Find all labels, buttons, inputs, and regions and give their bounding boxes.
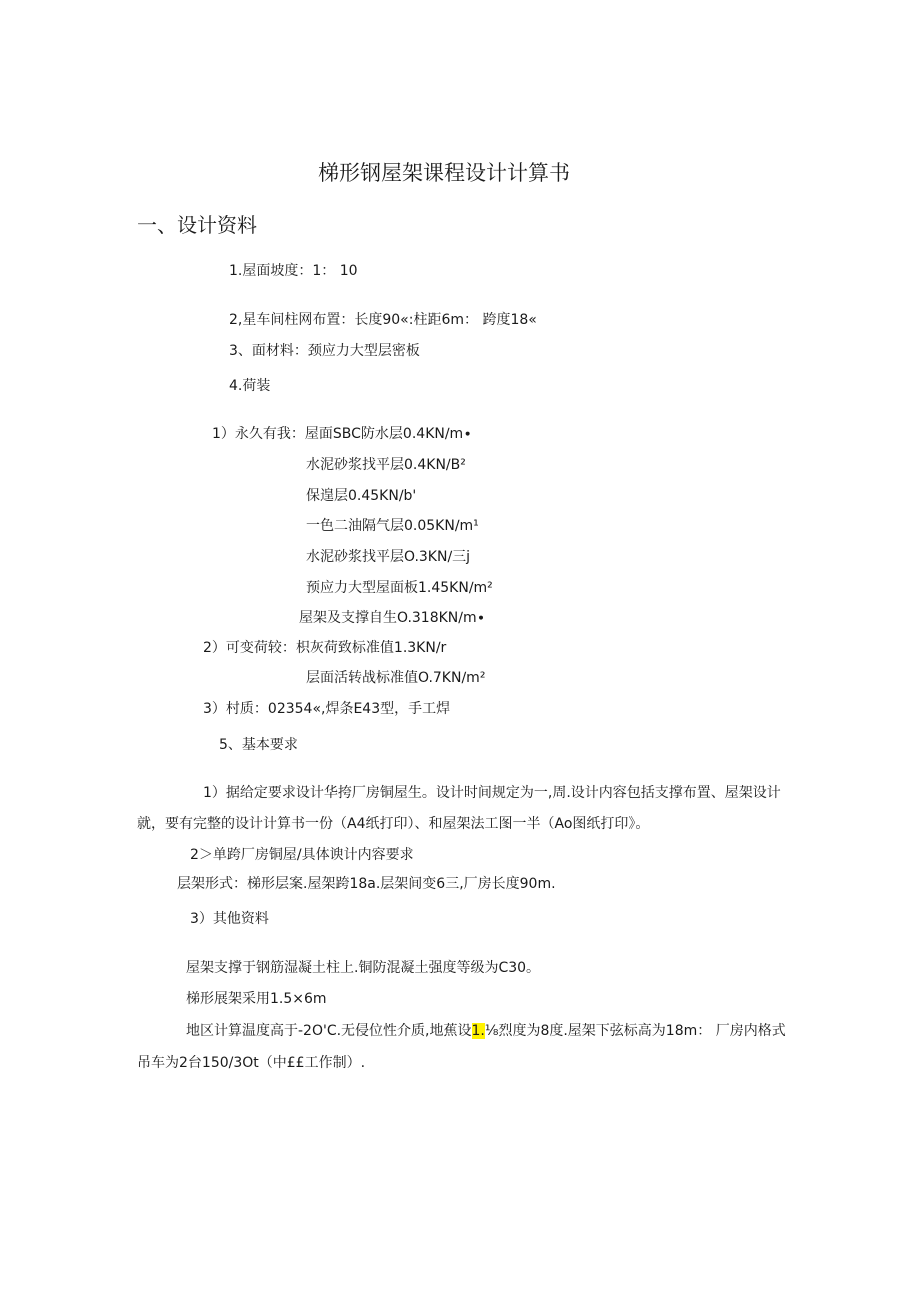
- requirement-2-text: 层架形式：梯形层案.屋架跨18a.层架间变6三,厂房长度90m.: [177, 876, 556, 892]
- item-loads-heading: 4.荷装: [229, 378, 271, 394]
- item-column-grid: 2,星车间柱网布置：长度90«:柱距6m： 跨度18«: [229, 312, 537, 328]
- item-roof-material: 3、面材料：颈应力大型层密板: [229, 343, 420, 359]
- other-data-line-4: 吊车为2台150/3Ot（中££工作制）.: [137, 1055, 366, 1071]
- permanent-load-line: 一色二油隔气层0.05KN∕m¹: [306, 518, 479, 534]
- permanent-load-line: 水泥砂浆找平层O.3KN∕三j: [306, 549, 471, 565]
- basic-requirements-heading: 5、基本要求: [219, 737, 298, 753]
- permanent-load-line: 预应力大型屋面板1.45KN∕m²: [306, 580, 493, 596]
- section-heading-design-data: 一、设计资料: [137, 213, 257, 237]
- permanent-load-label: 1）永久有我：屋面SBC防水层0.4KN∕m∙: [212, 426, 472, 442]
- other-data-line-3-text-end: ⅛烈度为8度.屋架下弦标高为18m： 厂房内格式: [484, 1023, 786, 1039]
- other-data-line-3-text: 地区计算温度高于-2O'C.无侵位性介质,地蕉设: [186, 1023, 472, 1039]
- permanent-load-line: 保遑层0.45KN∕b': [306, 488, 417, 504]
- item-roof-slope: 1.屋面坡度：1： 10: [229, 263, 358, 279]
- permanent-load-line: 屋架及支撑自生O.318KN∕m∙: [299, 610, 486, 626]
- other-data-line-1: 屋架支撑于钢筋湿凝土柱上.铜防混凝土强度等级为C30。: [186, 960, 541, 976]
- variable-load-label: 2）可变荷较：枳灰荷致标准值1.3KN∕r: [203, 640, 447, 656]
- other-data-line-3: [186, 1022, 786, 1040]
- requirement-1-line-1: 1）据给定要求设计华挎厂房铜屋生。设计时间规定为一,周.设计内容包括支撑布置、屋架设计: [203, 785, 781, 801]
- requirement-1-line-2: 就，要有完整的设计计算书一份（A4纸打印）、和屋架法工图一半（Ao图纸打印》。: [137, 816, 650, 832]
- other-data-line-2: 梯形展架采用1.5×6m: [186, 991, 327, 1007]
- material-spec: 3）村质：02354«,焊条E43型，手工焊: [203, 701, 451, 717]
- permanent-load-line: 水泥砂浆找平层0.4KN∕B²: [306, 457, 466, 473]
- highlighted-text: 1.: [471, 1023, 485, 1039]
- document-title: 梯形钢屋架课程设计计算书: [318, 161, 570, 185]
- variable-load-line: 层面活转战标准值O.7KN∕m²: [306, 670, 486, 686]
- requirement-2-heading: 2＞单跨厂房铜屋/具体谀计内容要求: [190, 847, 414, 863]
- other-data-heading: 3）其他资料: [190, 911, 269, 927]
